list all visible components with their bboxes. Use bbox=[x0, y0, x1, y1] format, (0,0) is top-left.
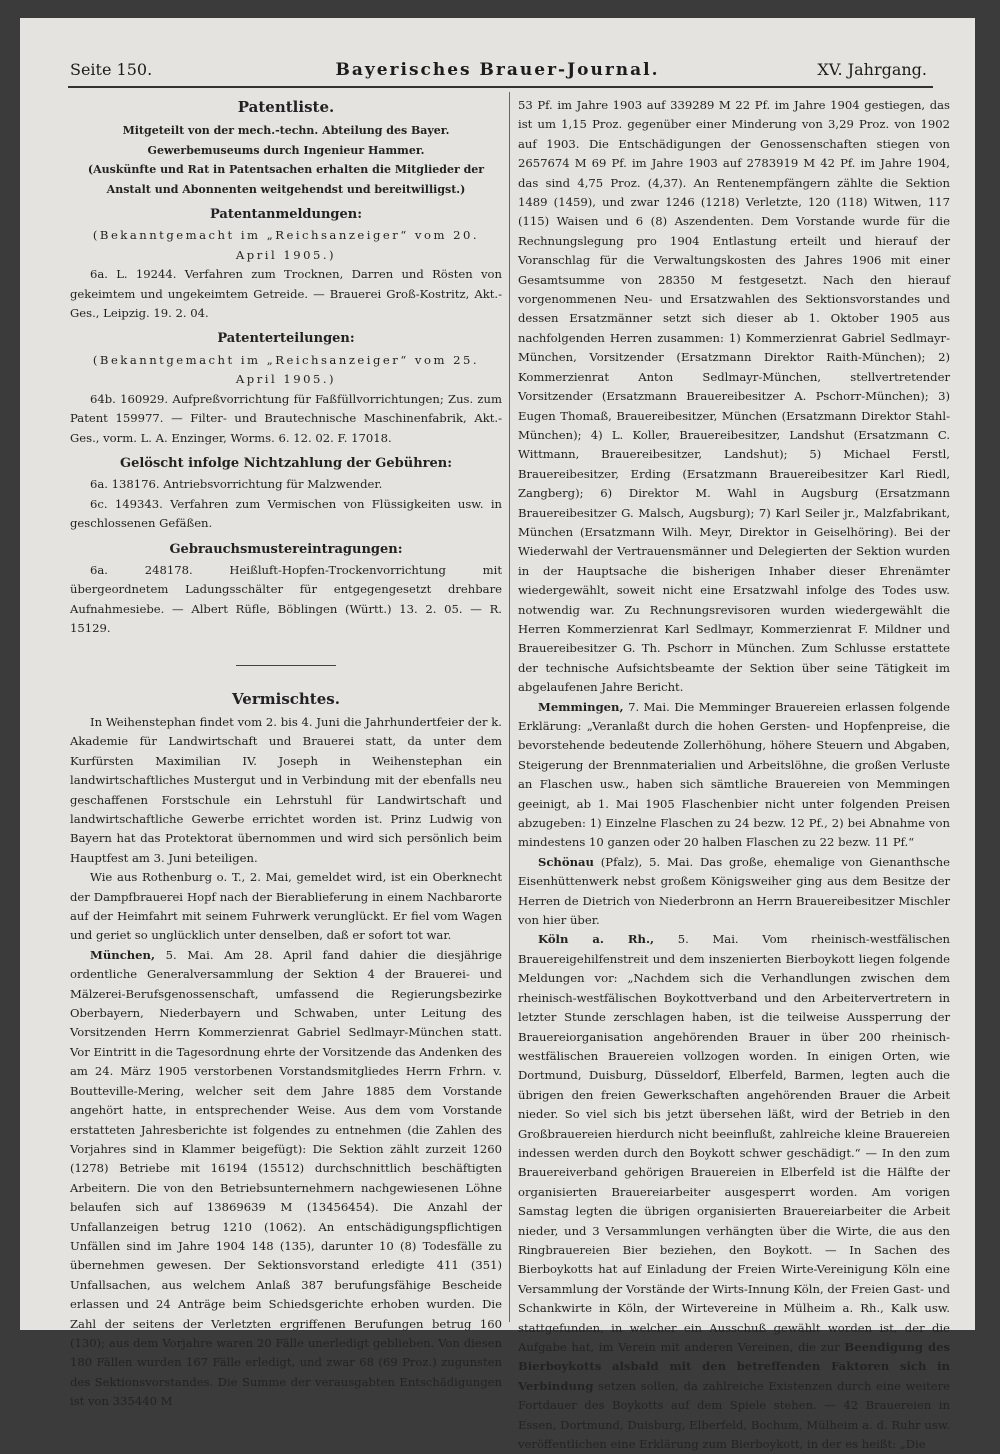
column-divider bbox=[509, 92, 510, 1322]
article-schoenau-text: (Pfalz), 5. Mai. Das große, ehemalige von Gienanthsche Eisenhüttenwerk nebst großem Königsweiher ging aus dem Besitze der Herren de Dietrich von Niederbronn an Herrn Brauereibesitzer Mischler von hier über. bbox=[518, 854, 950, 928]
journal-page bbox=[20, 18, 975, 1452]
page-number: Seite 150. bbox=[70, 60, 153, 79]
patent-grants-heading: Patenterteilungen: bbox=[217, 331, 355, 347]
article-memmingen bbox=[518, 698, 950, 853]
deleted-patent-entry: 6a. 138176. Antriebsvorrichtung für Malzwender. bbox=[90, 477, 383, 492]
journal-title: Bayerisches Brauer-Journal. bbox=[335, 60, 660, 80]
article-koeln-text2: setzen sollen, da zahlreiche Existenzen durch eine weitere Fortdauer des Boykotts auf dem Spiele stehen. — 42 Brauereien in Essen, Dortmund, Duisburg, Elberfeld, Bochum, Mülheim a. d. Ruhr usw. veröffentlichen eine Erklärung zum Bierboykott, in der es heißt: „Die bbox=[518, 1378, 951, 1452]
deleted-patent-entry: 6c. 149343. Verfahren zum Vermischen von Flüssigkeiten usw. in geschlossenen Gefäßen. bbox=[70, 496, 502, 531]
patent-list-heading: Patentliste. bbox=[237, 98, 335, 116]
dateline-muenchen: München, bbox=[90, 947, 156, 962]
patent-application-entry: 6a. L. 19244. Verfahren zum Trocknen, Darren und Rösten von gekeimtem und ungekeimtem Getreide. — Brauerei Groß-Kostritz, Akt.-Ges., Leipzig. 19. 2. 04. bbox=[70, 267, 502, 321]
article-muenchen-text: 5. Mai. Am 28. April fand dahier die diesjährige ordentliche Generalversammlung der Sektion 4 der Brauerei- und Mälzerei-Berufsgenossenschaft, umfassend die Regierungsbezirke Oberbayern, Niederbayern und Schwaben, unter Leitung des Vorsitzenden Herrn Kommerzienrat Gabriel Sedlmayr-München statt. Vor Eintritt in die Tagesordnung ehrte der Vorsitzende das Andenken des am 24. März 1905 verstorbenen Vorstandsmitgliedes Herrn Frhrn. v. Boutteville-Mering, welcher seit dem Jahre 1885 dem Vorstande angehört hatte, in entsprechender Weise. Aus dem vom Vorstande erstatteten Jahresberichte ist folgendes zu entnehmen (die Zahlen des Vorjahres sind in Klammer beigefügt): Die Sektion zählt zurzeit 1260 (1278) Betriebe mit 16194 (15512) durchschnittlich beschäftigten Arbeitern. Die von den Betriebsunternehmern nachgewiesenen Löhne belaufen sich auf 13869639 M (13456454). Die Anzahl der Unfallanzeigen betrug 1210 (1062). An entschädigungspflichtigen Unfällen sind im Jahre 1904 148 (135), darunter 10 (8) Todesfälle zu übernehmen gewesen. Der Sektionsvorstand erledigte 411 (351) Unfallsachen, aus welchem Anlaß 387 berufungsfähige Bescheide erlassen und 24 Anträge beim Schiedsgerichte erhoben wurden. Die Zahl der seitens der Verletzten ergriffenen Berufungen betrug 160 (130); aus dem Vorjahre waren 20 Fälle unerledigt geblieben. Von diesen 180 Fällen wurden 167 Fälle erledigt, und zwar 68 (69 Proz.) zugunsten des Sektionsvorstandes. Die Summe der verausgabten Entschädigungen ist von 335440 M bbox=[70, 947, 503, 1409]
patent-list-note: (Auskünfte und Rat in Patentsachen erhalten die Mitglieder der Anstalt und Abonnenten weitgehendst und bereitwilligst.) bbox=[87, 163, 485, 196]
article-rothenburg: Wie aus Rothenburg o. T., 2. Mai, gemeldet wird, ist ein Oberknecht der Dampfbrauerei Hopf nach der Bierablieferung in einem Nachbarorte auf der Heimfahrt mit seinem Fuhrwerk verunglückt. Er fiel vom Wagen und geriet so unglücklich unter denselben, daß er sofort tot war. bbox=[70, 870, 502, 943]
patent-grants-note: (Bekanntgemacht im „Reichsanzeiger“ vom 25. April 1905.) bbox=[92, 352, 480, 387]
dateline-memmingen: Memmingen, bbox=[538, 699, 624, 714]
patent-applications-note: (Bekanntgemacht im „Reichsanzeiger“ vom 20. April 1905.) bbox=[92, 228, 480, 262]
patent-applications-heading: Patentanmeldungen: bbox=[209, 207, 363, 223]
article-schoenau bbox=[518, 853, 950, 931]
utility-models-heading: Gebrauchsmustereintragungen: bbox=[169, 541, 403, 557]
patent-grant-entry: 64b. 160929. Aufpreßvorrichtung für Faßfüllvorrichtungen; Zus. zum Patent 159977. — Filter- und Brautechnische Maschinenfabrik, Akt.-Ges., vorm. L. A. Enzinger, Worms. 6. 12. 02. F. 17018. bbox=[70, 391, 502, 445]
section-rule bbox=[236, 665, 336, 666]
deleted-patents-heading: Gelöscht infolge Nichtzahlung der Gebühren: bbox=[119, 455, 453, 471]
article-memmingen-text: 7. Mai. Die Memminger Brauereien erlassen folgende Erklärung: „Veranlaßt durch die hohen Gersten- und Hopfenpreise, die bevorstehende bedeutende Zollerhöhung, höhere Steuern und Abgaben, Steigerung der Brennmaterialien und Arbeitslöhne, die großen Verluste an Flaschen usw., haben sich sämtliche Brauereien von Memmingen geeinigt, ab 1. Mai 1905 Flaschenbier nicht unter folgenden Preisen abzugeben: 1) Einzelne Flaschen zu 24 bezw. 12 Pf., 2) bei Abnahme von mindestens 10 ganzen oder 20 halben Flaschen zu 22 bezw. 11 Pf.“ bbox=[518, 699, 951, 850]
patent-list-credit: Mitgeteilt von der mech.-techn. Abteilung des Bayer. Gewerbemuseums durch Ingenieur Hammer. bbox=[122, 124, 450, 157]
volume-label: XV. Jahrgang. bbox=[817, 60, 927, 79]
miscellaneous-heading: Vermischtes. bbox=[232, 689, 340, 708]
left-column bbox=[70, 96, 503, 1409]
dateline-schoenau: Schönau bbox=[538, 854, 594, 869]
right-column bbox=[518, 96, 951, 1452]
article-koeln-text: 5. Mai. Vom rheinisch-westfälischen Brauereigehilfenstreit und dem inszenierten Bierboykott liegen folgende Meldungen vor: „Nachdem sich die Verhandlungen zwischen dem rheinisch-westfälischen Boykottverband und den Arbeitervertretern in letzter Stunde zerschlagen haben, ist die teilweise Aussperrung der Brauereiorganisation angehörenden Brauer in über 200 rheinisch-westfälischen Brauereien vollzogen worden. In einigen Orten, wie Dortmund, Duisburg, Düsseldorf, Elberfeld, Barmen, legten auch die übrigen den freien Gewerkschaften angehörenden Brauer die Arbeit nieder. So viel sich bis jetzt übersehen läßt, wird der Betrieb in den Großbrauereien hierdurch nicht beeinflußt, zahlreiche kleine Brauereien indessen werden durch den Boykott schwer geschädigt.“ — In den zum Brauereiverband gehörigen Brauereien in Elberfeld ist die Hälfte der organisierten Brauereiarbeiter ausgesperrt worden. Am vorigen Samstag legten die übrigen organisierten Brauereiarbeiter die Arbeit nieder, und 3 Versammlungen verhängten über die Wirte, die aus den Ringbrauereien Bier beziehen, den Boykott. — In Sachen des Bierboykotts hat auf Einladung der Freien Wirte-Vereinigung Köln eine Versammlung der Vorstände der Wirts-Innung Köln, der Freien Gast- und Schankwirte in Köln, der Wirtevereine in Mülheim a. Rh., Kalk usw. stattgefunden, in welcher ein Ausschuß gewählt worden ist, der die Aufgabe hat, im Verein mit anderen Vereinen, die zur bbox=[518, 932, 951, 1354]
utility-model-entry: 6a. 248178. Heißluft-Hopfen-Trockenvorrichtung mit übergeordnetem Ladungsschälter für entgegengesetzt drehbare Aufnahmesiebe. — Albert Rüfle, Böblingen (Württ.) 13. 2. 05. — R. 15129. bbox=[70, 562, 502, 636]
article-koeln bbox=[518, 930, 950, 1454]
header-rule bbox=[68, 86, 933, 88]
article-weihenstephan: In Weihenstephan findet vom 2. bis 4. Juni die Jahrhundertfeier der k. Akademie für Landwirtschaft und Brauerei statt, da unter dem Kurfürsten Maximilian IV. Joseph in Weihenstephan ein landwirtschaftliches Mustergut und in Verbindung mit der ebenfalls neu geschaffenen Forstschule ein Lehrstuhl für Landwirtschaft und landwirtschaftliche Gewerbe errichtet worden ist. Prinz Ludwig von Bayern hat das Protektorat übernommen und wird sich persönlich beim Hauptfest am 3. Juni beteiligen. bbox=[70, 714, 502, 865]
article-muenchen-continued: 53 Pf. im Jahre 1903 auf 339289 M 22 Pf. im Jahre 1904 gestiegen, das ist um 1,15 Proz. gegenüber einer Minderung von 3,29 Proz. von 1902 auf 1903. Die Entschädigungen der Genossenschaften stiegen von 2657674 M 69 Pf. im Jahre 1903 auf 2783919 M 42 Pf. im Jahre 1904, das sind 4,75 Proz. (4,37). An Rentenempfängern zählte die Sektion 1489 (1459), und zwar 1246 (1218) Verletzte, 120 (118) Witwen, 117 (115) Waisen und 6 (8) Aszendenten. Dem Vorstande wurde für die Rechnungslegung pro 1904 Entlastung erteilt und hierauf der Voranschlag für die Verwaltungskosten des Jahres 1906 mit einer Gesamtsumme von 28350 M festgesetzt. Nach den hierauf vorgenommenen Neu- und Ersatzwahlen des Sektionsvorstandes und dessen Ersatzmänner setzt sich dieser ab 1. Oktober 1905 aus nachfolgenden Herren zusammen: 1) Kommerzienrat Gabriel Sedlmayr-München, Vorsitzender (Ersatzmann Direktor Raith-München); 2) Kommerzienrat Anton Sedlmayr-München, stellvertretender Vorsitzender (Ersatzmann Brauereibesitzer A. Pschorr-München); 3) Eugen Thomaß, Brauereibesitzer, München (Ersatzmann Direktor Stahl-München); 4) L. Koller, Brauereibesitzer, Landshut (Ersatzmann C. Wittmann, Brauereibesitzer, Landshut); 5) Michael Ferstl, Brauereibesitzer, Erding (Ersatzmann Brauereibesitzer Karl Riedl, Zangberg); 6) Direktor M. Wahl in Augsburg (Ersatzmann Brauereibesitzer G. Malsch, Augsburg); 7) Karl Seiler jr., Malzfabrikant, München (Ersatzmann Wilh. Meyr, Direktor in Geiselhöring). Bei der Wiederwahl der Vertrauensmänner und Delegierten der Sektion wurden in der Hauptsache die bisherigen Inhaber dieser Ehrenämter wiedergewählt, soweit nicht eine Ersatzwahl infolge des Todes usw. notwendig war. Zu Rechnungsrevisoren wurden wiedergewählt die Herren Kommerzienrat Karl Sedlmayr, Kommerzienrat F. Mildner und Brauereibesitzer G. Th. Pschorr in München. Zum Schlusse erstattete der technische Aufsichtsbeamte der Sektion über seine Tätigkeit im abgelaufenen Jahre Bericht. bbox=[518, 98, 950, 695]
article-muenchen bbox=[70, 946, 502, 1412]
article-koeln-bold: Beendigung des Bierboykotts alsbald mit den betreffenden Faktoren sich in Verbindung bbox=[518, 1340, 950, 1393]
dateline-koeln: Köln a. Rh., bbox=[538, 932, 655, 947]
